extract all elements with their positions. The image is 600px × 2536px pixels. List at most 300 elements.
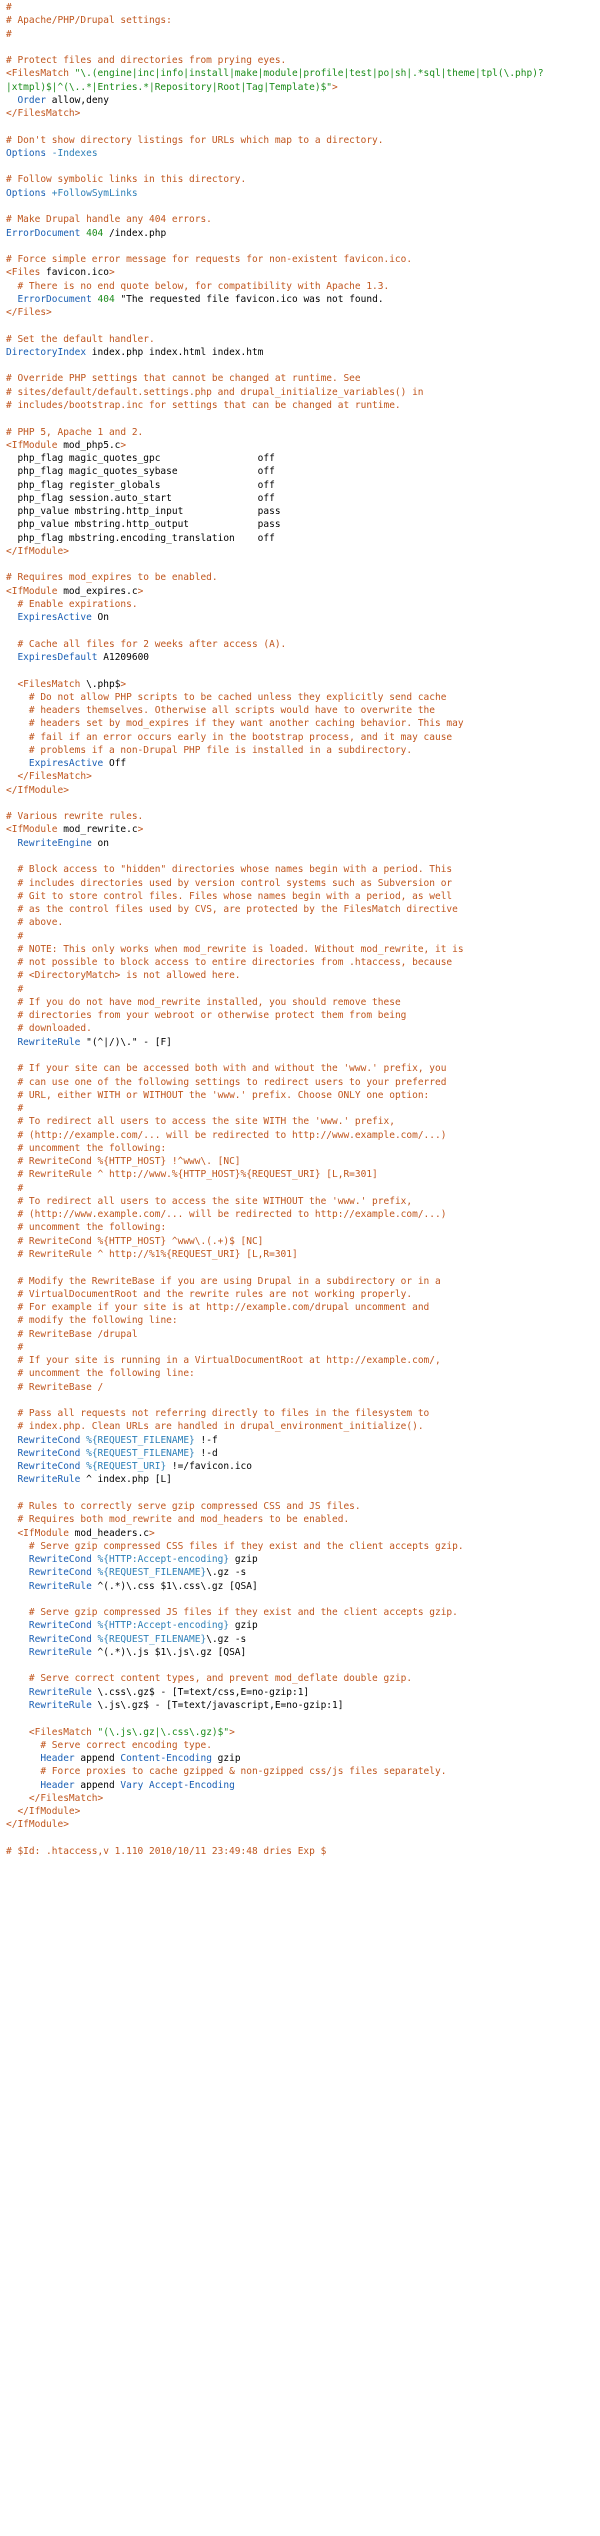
plain-text (6, 1116, 17, 1127)
comment-text: # uncomment the following: (17, 1222, 167, 1234)
plain-text (6, 1687, 29, 1698)
tag-text: > (332, 81, 338, 93)
plain-text: favicon.ico (40, 267, 109, 279)
code-line (6, 1102, 600, 1115)
tag-text: <IfModule (6, 824, 58, 836)
code-line (6, 213, 600, 226)
comment-text: # RewriteBase / (17, 1381, 104, 1393)
code-line (6, 1460, 600, 1473)
plain-text (6, 639, 17, 650)
variable-text: %{REQUEST_URI} (86, 1461, 167, 1473)
code-line (6, 1699, 600, 1712)
comment-text: # as the control files used by CVS, are protected by the FilesMatch directive (17, 904, 458, 916)
plain-text: index.php index.html index.htm (86, 346, 264, 358)
code-line (6, 1341, 600, 1354)
comment-text: # PHP 5, Apache 1 and 2. (6, 426, 144, 438)
directive-keyword: ErrorDocument (6, 227, 81, 239)
plain-text (6, 1554, 29, 1565)
comment-text: # Make Drupal handle any 404 errors. (6, 214, 212, 226)
tag-text: </FilesMatch> (28, 1792, 104, 1804)
comment-text: # Serve gzip compressed JS files if they exist and the client accepts gzip. (28, 1607, 458, 1619)
code-line (6, 1301, 600, 1314)
plain-text (6, 878, 17, 889)
plain-text (6, 732, 29, 743)
plain-text (6, 1528, 17, 1539)
blank-line (6, 120, 600, 133)
number-literal: 404 (97, 293, 115, 305)
code-line (6, 266, 600, 279)
code-line (6, 1646, 600, 1659)
comment-text: # index.php. Clean URLs are handled in drupal_environment_initialize(). (17, 1421, 424, 1433)
code-line (6, 1381, 600, 1394)
code-line (6, 1779, 600, 1792)
blank-line (6, 1394, 600, 1407)
plain-text (6, 1541, 29, 1552)
plain-text: \.gz -s (206, 1633, 247, 1645)
comment-text: # headers set by mod_expires if they want another caching behavior. This may (28, 718, 464, 730)
plain-text: php_flag magic_quotes_gpc off (6, 453, 275, 465)
plain-text (6, 1501, 17, 1512)
code-line (6, 930, 600, 943)
code-line (6, 863, 600, 876)
code-line (6, 280, 600, 293)
plain-text: php_value mbstring.http_output pass (6, 519, 281, 531)
plain-text: php_flag magic_quotes_sybase off (6, 466, 275, 478)
tag-text: > (120, 678, 127, 690)
directive-keyword: Header (40, 1779, 75, 1791)
plain-text: php_value mbstring.http_input pass (6, 506, 281, 518)
code-line (6, 731, 600, 744)
code-line (6, 585, 600, 598)
code-line (6, 691, 600, 704)
code-line (6, 1606, 600, 1619)
blank-line (6, 319, 600, 332)
plain-text: /index.php (103, 227, 167, 239)
comment-text: # To redirect all users to access the site WITHOUT the 'www.' prefix, (17, 1195, 413, 1207)
code-line (6, 518, 600, 531)
comment-text: # (17, 930, 24, 942)
comment-text: # <DirectoryMatch> is not allowed here. (17, 970, 241, 982)
blank-line (6, 1261, 600, 1274)
plain-text: allow,deny (46, 94, 109, 106)
code-line (6, 187, 600, 200)
directive-keyword: RewriteRule (28, 1700, 92, 1711)
code-line (6, 1686, 600, 1699)
plain-text (6, 294, 17, 305)
plain-text (6, 864, 17, 875)
plain-text (6, 1806, 17, 1817)
code-line (6, 1182, 600, 1195)
plain-text: gzip (229, 1620, 258, 1632)
comment-text: # URL, either WITH or WITHOUT the 'www.' prefix. Choose ONLY one option: (17, 1089, 430, 1101)
plain-text (6, 1408, 17, 1419)
code-line (6, 1314, 600, 1327)
plain-text (6, 1249, 17, 1260)
code-line (6, 1129, 600, 1142)
code-line (6, 1792, 600, 1805)
plain-text: gzip (229, 1554, 258, 1566)
plain-text (6, 1236, 17, 1247)
code-line (6, 81, 600, 94)
plain-text (6, 1607, 29, 1618)
directive-keyword: RewriteEngine (17, 837, 92, 849)
tag-text: <FilesMatch (28, 1726, 98, 1738)
blank-line (6, 664, 600, 677)
blank-line (6, 1832, 600, 1845)
code-line (6, 1726, 600, 1739)
plain-text (6, 1196, 17, 1207)
plain-text (6, 679, 17, 690)
comment-text: # RewriteCond %{HTTP_HOST} !^www\. [NC] (17, 1156, 241, 1168)
code-line (6, 67, 600, 80)
code-line (6, 983, 600, 996)
code-line (6, 293, 600, 306)
plain-text (6, 692, 29, 703)
variable-text: %{HTTP:Accept-encoding} (97, 1620, 230, 1632)
code-line (6, 399, 600, 412)
comment-text: # RewriteRule ^ http://%1%{REQUEST_URI} [L,R=301] (17, 1248, 298, 1260)
plain-text (6, 1143, 17, 1154)
comment-text: # Requires mod_expires to be enabled. (6, 572, 218, 584)
tag-text: <FilesMatch (17, 678, 81, 690)
code-line (6, 1513, 600, 1526)
code-line (6, 823, 600, 836)
code-line (6, 1500, 600, 1513)
plain-text: mod_headers.c (68, 1527, 150, 1539)
plain-text (6, 917, 17, 928)
code-line (6, 1248, 600, 1261)
code-line (6, 1805, 600, 1818)
code-line (6, 770, 600, 783)
comment-text: # To redirect all users to access the site WITH the 'www.' prefix, (17, 1116, 395, 1128)
code-line (6, 1115, 600, 1128)
comment-text: # $Id: .htaccess,v 1.110 2010/10/11 23:49:48 dries Exp $ (6, 1845, 327, 1857)
directive-keyword: RewriteCond (17, 1447, 81, 1459)
comment-text: # Force simple error message for requests for non-existent favicon.ico. (6, 254, 413, 266)
plain-text: mod_php5.c (57, 439, 121, 451)
blank-line (6, 624, 600, 637)
blank-line (6, 1593, 600, 1606)
comment-text: # sites/default/default.settings.php and drupal_initialize_variables() in (6, 386, 424, 398)
plain-text (6, 1421, 17, 1432)
code-line (6, 545, 600, 558)
directive-keyword: Options (6, 187, 47, 199)
code-line (6, 810, 600, 823)
comment-text: # above. (17, 917, 64, 929)
plain-text (6, 1103, 17, 1114)
code-line (6, 903, 600, 916)
code-line (6, 1155, 600, 1168)
code-line (6, 890, 600, 903)
directive-keyword: ExpiresActive (28, 758, 104, 770)
directive-keyword: ExpiresActive (17, 612, 92, 624)
code-line (6, 956, 600, 969)
code-line (6, 479, 600, 492)
comment-text: # uncomment the following line: (17, 1368, 195, 1380)
plain-text: ^ index.php [L] (80, 1474, 172, 1486)
code-line (6, 532, 600, 545)
tag-text: > (229, 1726, 235, 1738)
number-literal: 404 (86, 227, 104, 239)
code-line (6, 1288, 600, 1301)
code-line (6, 465, 600, 478)
code-line (6, 678, 600, 691)
comment-text: # (17, 1103, 24, 1115)
blank-line (6, 558, 600, 571)
plain-text: php_flag register_globals off (6, 479, 275, 491)
tag-text: </IfModule> (6, 784, 69, 796)
plain-text (6, 1276, 17, 1287)
code-line (6, 333, 600, 346)
comment-text: # (17, 1341, 24, 1353)
plain-text: ^(.*)\.js $1\.js\.gz [QSA] (91, 1646, 247, 1658)
directive-keyword: RewriteCond (28, 1567, 92, 1579)
plain-text (6, 838, 17, 849)
plain-text (6, 1342, 17, 1353)
comment-text: # Serve gzip compressed CSS files if they exist and the client accepts gzip. (28, 1540, 464, 1552)
plain-text (6, 997, 17, 1008)
comment-text: # Don't show directory listings for URLs which map to a directory. (6, 134, 384, 146)
plain-text: mod_rewrite.c (57, 824, 138, 836)
code-line (6, 1407, 600, 1420)
blank-line (6, 160, 600, 173)
code-line (6, 1540, 600, 1553)
plain-text (6, 1673, 29, 1684)
directive-keyword: RewriteCond (17, 1461, 81, 1473)
comment-text: # (17, 1182, 24, 1194)
blank-line (6, 1659, 600, 1672)
plain-text: "(^|/)\." - [F] (80, 1036, 172, 1048)
plain-text (6, 1090, 17, 1101)
tag-text: > (137, 585, 144, 597)
plain-text (6, 1289, 17, 1300)
code-line (6, 1553, 600, 1566)
plain-text (6, 1130, 17, 1141)
code-line (6, 452, 600, 465)
comment-text: # Rules to correctly serve gzip compressed CSS and JS files. (17, 1501, 361, 1513)
comment-text: # Cache all files for 2 weeks after access (A). (17, 638, 287, 650)
plain-text: Off (103, 758, 127, 770)
plain-text (6, 1382, 17, 1393)
code-line (6, 877, 600, 890)
plain-text: "The requested file favicon.ico was not found. (114, 293, 384, 305)
plain-text (6, 1766, 40, 1777)
directive-keyword: Vary Accept-Encoding (120, 1779, 235, 1791)
code-line (6, 1672, 600, 1685)
plain-text (6, 1435, 17, 1446)
plain-text (6, 1514, 17, 1525)
code-line (6, 439, 600, 452)
code-line (6, 571, 600, 584)
plain-text (6, 1461, 17, 1472)
comment-text: # (6, 28, 12, 40)
comment-text: # fail if an error occurs early in the bootstrap process, and it may cause (28, 731, 453, 743)
tag-text: > (149, 1527, 155, 1539)
comment-text: # VirtualDocumentRoot and the rewrite rules are not working properly. (17, 1288, 413, 1300)
comment-text: # includes directories used by version control systems such as Subversion or (17, 877, 453, 889)
string-text: "(\.js\.gz|\.css\.gz)$" (97, 1726, 230, 1738)
comment-text: # headers themselves. Otherwise all scripts would have to overwrite the (28, 705, 435, 717)
plain-text (6, 745, 29, 756)
blank-line (6, 1712, 600, 1725)
plain-text (6, 1753, 40, 1764)
code-line (6, 492, 600, 505)
directive-keyword: RewriteCond (28, 1554, 92, 1566)
code-line (6, 1235, 600, 1248)
comment-text: # problems if a non-Drupal PHP file is installed in a subdirectory. (28, 744, 413, 756)
code-line (6, 1739, 600, 1752)
comment-text: # For example if your site is at http://example.com/drupal uncomment and (17, 1302, 430, 1314)
tag-text: <FilesMatch (6, 68, 75, 80)
code-line (6, 253, 600, 266)
plain-text (6, 718, 29, 729)
blank-line (6, 850, 600, 863)
plain-text (6, 652, 17, 663)
plain-text (6, 891, 17, 902)
blank-line (6, 1487, 600, 1500)
tag-text: <IfModule (17, 1527, 69, 1539)
plain-text (6, 904, 17, 915)
comment-text: # uncomment the following: (17, 1142, 167, 1154)
plain-text (6, 1302, 17, 1313)
plain-text (6, 1209, 17, 1220)
tag-text: </FilesMatch> (6, 108, 81, 120)
comment-text: # RewriteCond %{HTTP_HOST} ^www\.(.+)$ [NC] (17, 1235, 264, 1247)
comment-text: # can use one of the following settings to redirect users to your preferred (17, 1076, 447, 1088)
plain-text (6, 1780, 40, 1791)
plain-text: mod_expires.c (57, 585, 138, 597)
comment-text: # Requires both mod_rewrite and mod_headers to be enabled. (17, 1514, 350, 1526)
plain-text (6, 1647, 29, 1658)
plain-text (6, 1727, 29, 1738)
comment-text: # Block access to "hidden" directories whose names begin with a period. This (17, 864, 453, 876)
comment-text: # Serve correct encoding type. (40, 1739, 212, 1751)
comment-text: # Follow symbolic links in this directory. (6, 174, 247, 186)
plain-text (6, 1077, 17, 1088)
comment-text: # RewriteBase /drupal (17, 1328, 138, 1340)
plain-text (6, 1169, 17, 1180)
comment-text: # Modify the RewriteBase if you are using Drupal in a subdirectory or in a (17, 1275, 441, 1287)
string-text: |xtmpl)$|^(\..*|Entries.*|Repository|Root|Tag|Template)$" (6, 81, 333, 93)
plain-text: On (91, 612, 109, 624)
plain-text (6, 1700, 29, 1711)
plain-text (6, 758, 29, 769)
code-line (6, 134, 600, 147)
code-line (6, 744, 600, 757)
blank-line (6, 1049, 600, 1062)
comment-text: # If your site can be accessed both with and without the 'www.' prefix, you (17, 1063, 447, 1075)
comment-text: # Force proxies to cache gzipped & non-gzipped css/js files separately. (40, 1766, 447, 1778)
plain-text (6, 1448, 17, 1459)
directive-keyword: Options (6, 147, 47, 159)
plain-text (6, 1355, 17, 1366)
code-line (6, 107, 600, 120)
plain-text (6, 612, 17, 623)
tag-text: > (120, 439, 127, 451)
code-line (6, 1619, 600, 1632)
code-line (6, 757, 600, 770)
comment-text: # directories from your webroot or otherwise protect them from being (17, 1010, 407, 1022)
code-line (6, 784, 600, 797)
code-line (6, 916, 600, 929)
directive-keyword: RewriteRule (17, 1036, 81, 1048)
directive-keyword: Content-Encoding (120, 1753, 212, 1765)
variable-text: %{REQUEST_FILENAME} (97, 1633, 207, 1645)
directive-keyword: Order (17, 94, 47, 106)
comment-text: # Do not allow PHP scripts to be cached unless they explicitly send cache (28, 691, 447, 703)
plain-text (6, 1620, 29, 1631)
code-line (6, 14, 600, 27)
tag-text: <Files (6, 267, 41, 279)
code-line (6, 837, 600, 850)
variable-text: -Indexes (51, 147, 98, 159)
plain-text (6, 599, 17, 610)
code-line (6, 1354, 600, 1367)
code-line (6, 1527, 600, 1540)
directive-keyword: RewriteRule (17, 1474, 81, 1486)
code-line (6, 306, 600, 319)
plain-text (6, 970, 17, 981)
code-line (6, 426, 600, 439)
directive-keyword: RewriteCond (17, 1434, 81, 1446)
code-line (6, 346, 600, 359)
plain-text (6, 1474, 17, 1485)
code-line (6, 1845, 600, 1858)
tag-text: <IfModule (6, 439, 58, 451)
code-line (6, 996, 600, 1009)
code-line (6, 1752, 600, 1765)
comment-text: # Pass all requests not referring directly to files in the filesystem to (17, 1408, 430, 1420)
code-line (6, 717, 600, 730)
plain-text (6, 1793, 29, 1804)
code-line (6, 1434, 600, 1447)
plain-text (6, 1329, 17, 1340)
plain-text: ^(.*)\.css $1\.css\.gz [QSA] (91, 1580, 258, 1592)
directive-keyword: ErrorDocument (17, 293, 92, 305)
directive-keyword: RewriteRule (28, 1686, 92, 1698)
tag-text: </IfModule> (17, 1806, 81, 1818)
code-line (6, 1818, 600, 1831)
comment-text: # There is no end quote below, for compatibility with Apache 1.3. (17, 280, 390, 292)
plain-text: php_flag mbstring.encoding_translation off (6, 532, 275, 544)
tag-text: > (108, 267, 115, 279)
directive-keyword: DirectoryIndex (6, 346, 87, 358)
comment-text: # Various rewrite rules. (6, 811, 144, 823)
plain-text (6, 1183, 17, 1194)
plain-text (6, 984, 17, 995)
variable-text: %{HTTP:Accept-encoding} (97, 1554, 230, 1566)
code-line (6, 1221, 600, 1234)
code-line (6, 598, 600, 611)
plain-text (6, 1740, 40, 1751)
comment-text: # If your site is running in a VirtualDocumentRoot at http://example.com/, (17, 1355, 441, 1367)
code-line (6, 54, 600, 67)
comment-text: # (17, 983, 24, 995)
plain-text (6, 281, 17, 292)
code-line (6, 1022, 600, 1035)
plain-text: \.css\.gz$ - [T=text/css,E=no-gzip:1] (91, 1686, 310, 1698)
plain-text (6, 957, 17, 968)
plain-text (6, 931, 17, 942)
code-line (6, 1328, 600, 1341)
plain-text (6, 705, 29, 716)
comment-text: # not possible to block access to entire directories from .htaccess, because (17, 957, 453, 969)
plain-text: on (91, 837, 109, 849)
directive-keyword: ExpiresDefault (17, 652, 98, 664)
plain-text (6, 95, 17, 106)
tag-text: > (137, 824, 144, 836)
plain-text: php_flag session.auto_start off (6, 492, 275, 504)
